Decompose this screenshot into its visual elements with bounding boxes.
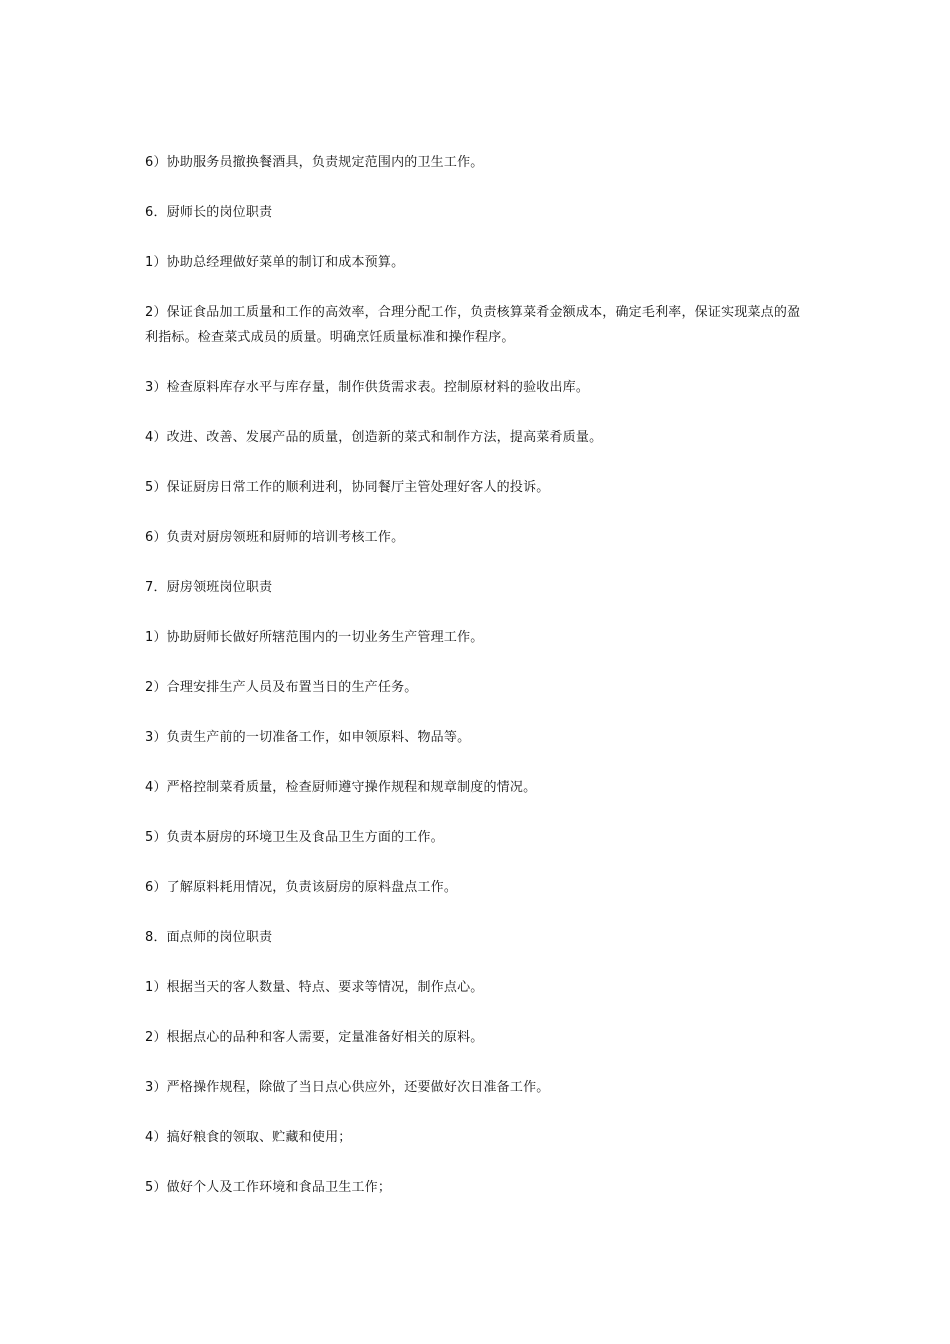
document-body (145, 150, 810, 1225)
paragraph: 4）搞好粮食的领取、贮藏和使用； (145, 1130, 352, 1145)
paragraph: 5）保证厨房日常工作的顺利进利，协同餐厅主管处理好客人的投诉。 (145, 480, 550, 495)
paragraph: 3）检查原料库存水平与库存量，制作供货需求表。控制原材料的验收出库。 (145, 380, 590, 395)
paragraph: 2）保证食品加工质量和工作的高效率，合理分配工作，负责核算菜肴金额成本，确定毛利率，保证实现菜点的盈利指标。检查菜式成员的质量。明确烹饪质量标准和操作程序。 (145, 305, 801, 345)
paragraph: 1）根据当天的客人数量、特点、要求等情况，制作点心。 (145, 980, 484, 995)
section-heading: 6．厨师长的岗位职责 (145, 205, 273, 220)
paragraph: 5）做好个人及工作环境和食品卫生工作； (145, 1180, 392, 1195)
paragraph: 6）了解原料耗用情况，负责该厨房的原料盘点工作。 (145, 880, 458, 895)
paragraph: 3）严格操作规程，除做了当日点心供应外，还要做好次日准备工作。 (145, 1080, 550, 1095)
paragraph: 4）改进、改善、发展产品的质量，创造新的菜式和制作方法，提高菜肴质量。 (145, 430, 603, 445)
section-heading: 8．面点师的岗位职责 (145, 930, 273, 945)
paragraph: 3）负责生产前的一切准备工作，如申领原料、物品等。 (145, 730, 471, 745)
paragraph: 6）负责对厨房领班和厨师的培训考核工作。 (145, 530, 405, 545)
paragraph: 1）协助总经理做好菜单的制订和成本预算。 (145, 255, 405, 270)
section-heading: 7．厨房领班岗位职责 (145, 580, 273, 595)
paragraph: 1）协助厨师长做好所辖范围内的一切业务生产管理工作。 (145, 630, 484, 645)
paragraph: 4）严格控制菜肴质量，检查厨师遵守操作规程和规章制度的情况。 (145, 780, 537, 795)
paragraph: 6）协助服务员撤换餐酒具，负责规定范围内的卫生工作。 (145, 155, 484, 170)
paragraph: 5）负责本厨房的环境卫生及食品卫生方面的工作。 (145, 830, 444, 845)
paragraph: 2）根据点心的品种和客人需要，定量准备好相关的原料。 (145, 1030, 484, 1045)
paragraph: 2）合理安排生产人员及布置当日的生产任务。 (145, 680, 418, 695)
